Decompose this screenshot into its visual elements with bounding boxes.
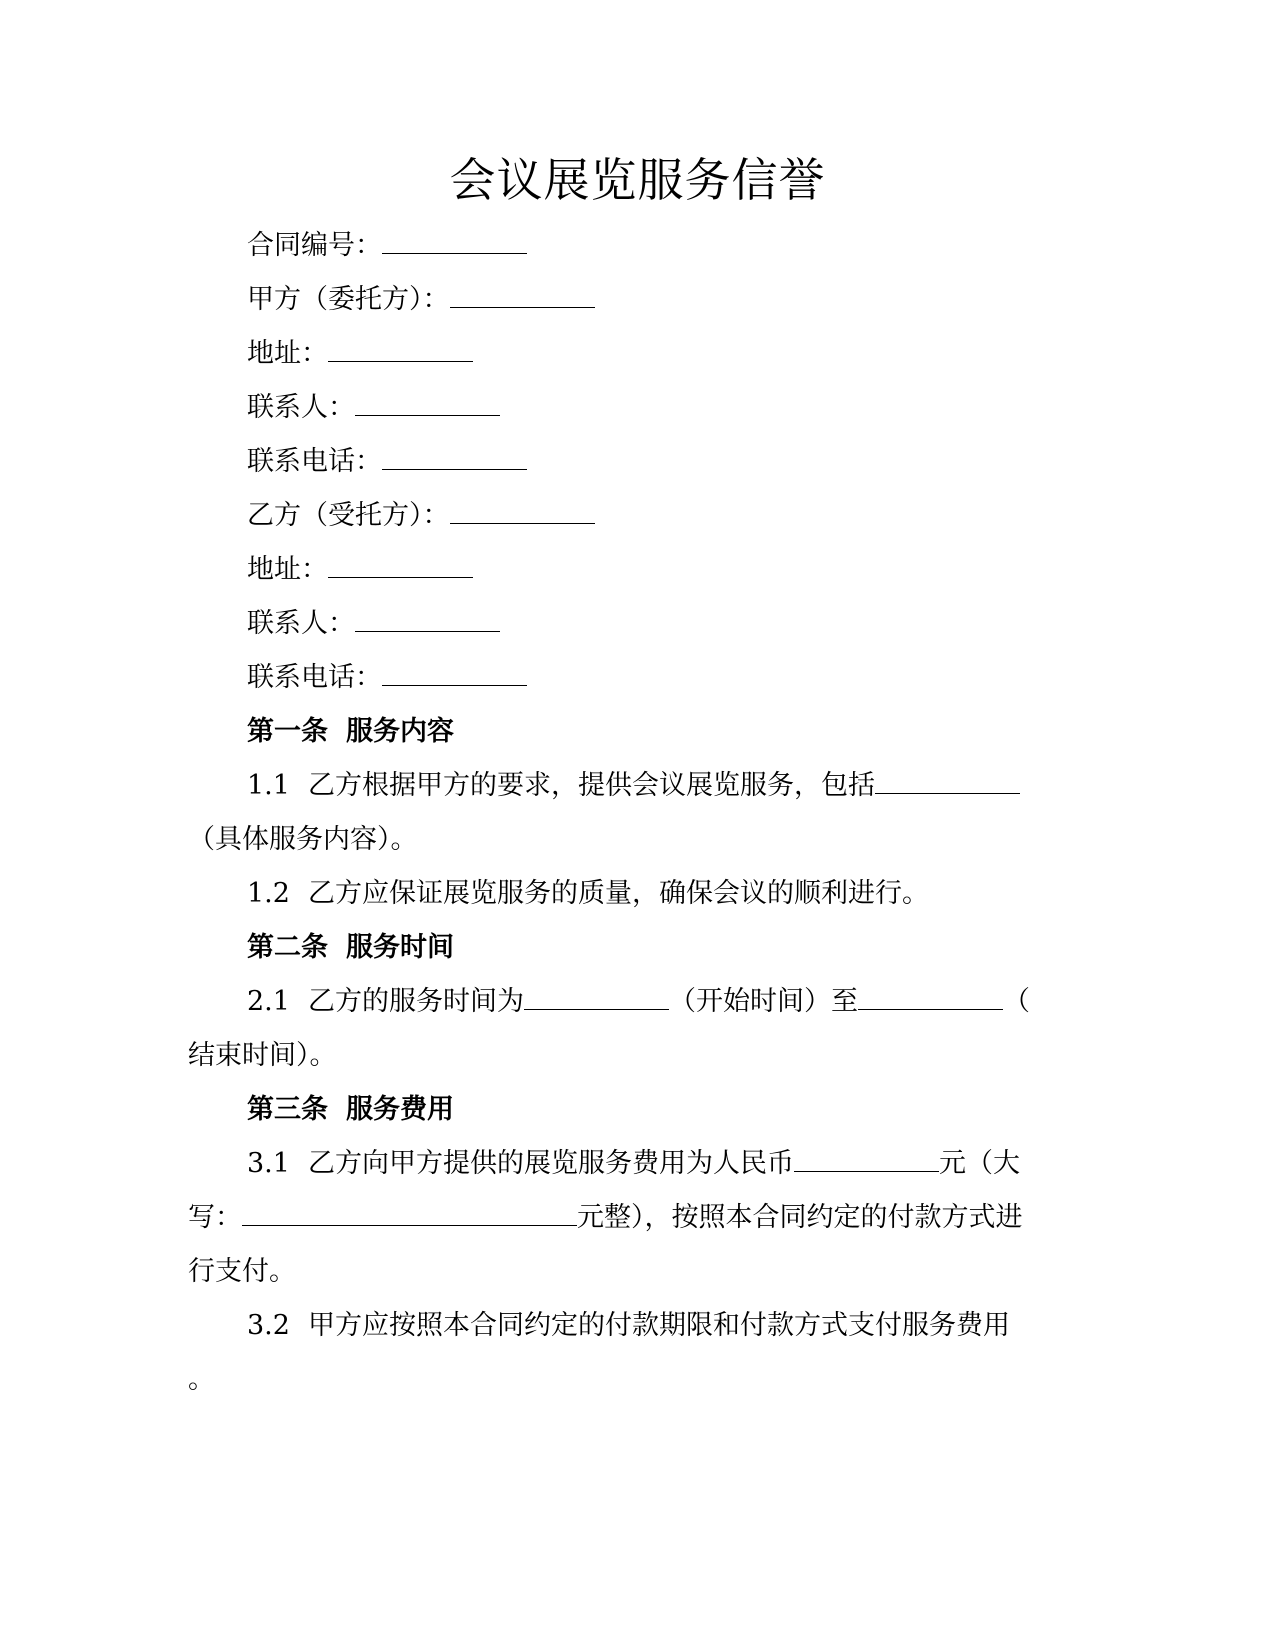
party-b-line <box>247 498 595 534</box>
end-time-blank[interactable] <box>858 985 1003 1010</box>
party-b-address-line <box>247 552 473 588</box>
party-a-address-blank[interactable] <box>328 337 473 362</box>
clause-3-1-line-2 <box>188 1200 1023 1236</box>
party-a-phone-blank[interactable] <box>382 445 527 470</box>
clause-2-1-tail: 结束时间）。 <box>188 1040 337 1071</box>
article-2-number: 第二条 <box>247 932 328 963</box>
party-b-contact-line <box>247 606 500 642</box>
clause-1-2 <box>247 876 929 912</box>
party-a-line <box>247 282 595 318</box>
clause-1-1-text: 乙方根据甲方的要求，提供会议展览服务，包括 <box>307 770 875 801</box>
article-1-title: 服务内容 <box>346 716 454 747</box>
clause-1-1-number: 1.1 <box>247 770 290 801</box>
clause-3-1-text-a: 乙方向甲方提供的展览服务费用为人民币 <box>307 1148 794 1179</box>
party-b-phone-blank[interactable] <box>382 661 527 686</box>
party-a-contact-blank[interactable] <box>355 391 500 416</box>
article-1-heading <box>247 714 454 750</box>
party-a-phone-label: 联系电话： <box>247 446 382 477</box>
clause-1-1-tail: （具体服务内容）。 <box>188 824 418 855</box>
clause-3-1-text-b: 元（大 <box>938 1148 1020 1179</box>
contract-number-blank[interactable] <box>382 229 527 254</box>
clause-3-2-continuation <box>188 1362 215 1398</box>
party-a-blank[interactable] <box>450 283 595 308</box>
party-a-address-line <box>247 336 473 372</box>
clause-3-2-tail: 。 <box>188 1364 215 1395</box>
clause-3-1-text-d: 元整），按照本合同约定的付款方式进 <box>577 1202 1023 1233</box>
clause-3-2-number: 3.2 <box>247 1310 290 1341</box>
start-time-blank[interactable] <box>524 985 669 1010</box>
clause-2-1-number: 2.1 <box>247 986 290 1017</box>
clause-3-1-line-3 <box>188 1254 296 1290</box>
clause-1-2-number: 1.2 <box>247 878 290 909</box>
clause-1-1-continuation <box>188 822 418 858</box>
document-title: 会议展览服务信誉 <box>449 153 826 207</box>
party-b-label: 乙方（受托方）： <box>247 500 450 531</box>
clause-3-2 <box>247 1308 1010 1344</box>
party-a-address-label: 地址： <box>247 338 328 369</box>
party-b-blank[interactable] <box>450 499 595 524</box>
party-b-phone-label: 联系电话： <box>247 662 382 693</box>
party-b-address-blank[interactable] <box>328 553 473 578</box>
party-a-phone-line <box>247 444 527 480</box>
party-a-contact-line <box>247 390 500 426</box>
contract-number-line <box>247 228 527 264</box>
clause-1-1 <box>247 768 1020 804</box>
clause-2-1-text-c: （ <box>1002 986 1030 1017</box>
fee-amount-uppercase-blank[interactable] <box>242 1201 577 1226</box>
party-b-address-label: 地址： <box>247 554 328 585</box>
clause-2-1-text-a: 乙方的服务时间为 <box>307 986 524 1017</box>
clause-3-1-tail: 行支付。 <box>188 1256 296 1287</box>
clause-2-1-continuation <box>188 1038 337 1074</box>
clause-3-1-number: 3.1 <box>247 1148 290 1179</box>
party-a-contact-label: 联系人： <box>247 392 355 423</box>
party-a-label: 甲方（委托方）： <box>247 284 450 315</box>
article-1-number: 第一条 <box>247 716 328 747</box>
clause-3-1-text-c: 写： <box>188 1202 242 1233</box>
fee-amount-blank[interactable] <box>794 1147 939 1172</box>
clause-2-1 <box>247 984 1030 1020</box>
contract-number-label: 合同编号： <box>247 230 382 261</box>
party-b-phone-line <box>247 660 527 696</box>
article-3-heading <box>247 1092 454 1128</box>
party-b-contact-label: 联系人： <box>247 608 355 639</box>
party-b-contact-blank[interactable] <box>355 607 500 632</box>
article-3-title: 服务费用 <box>346 1094 454 1125</box>
article-2-title: 服务时间 <box>346 932 454 963</box>
clause-3-2-text: 甲方应按照本合同约定的付款期限和付款方式支付服务费用 <box>307 1310 1010 1341</box>
clause-1-2-text: 乙方应保证展览服务的质量，确保会议的顺利进行。 <box>307 878 929 909</box>
clause-3-1 <box>247 1146 1020 1182</box>
article-3-number: 第三条 <box>247 1094 328 1125</box>
clause-2-1-text-b: （开始时间）至 <box>668 986 858 1017</box>
service-content-blank[interactable] <box>875 769 1020 794</box>
article-2-heading <box>247 930 454 966</box>
